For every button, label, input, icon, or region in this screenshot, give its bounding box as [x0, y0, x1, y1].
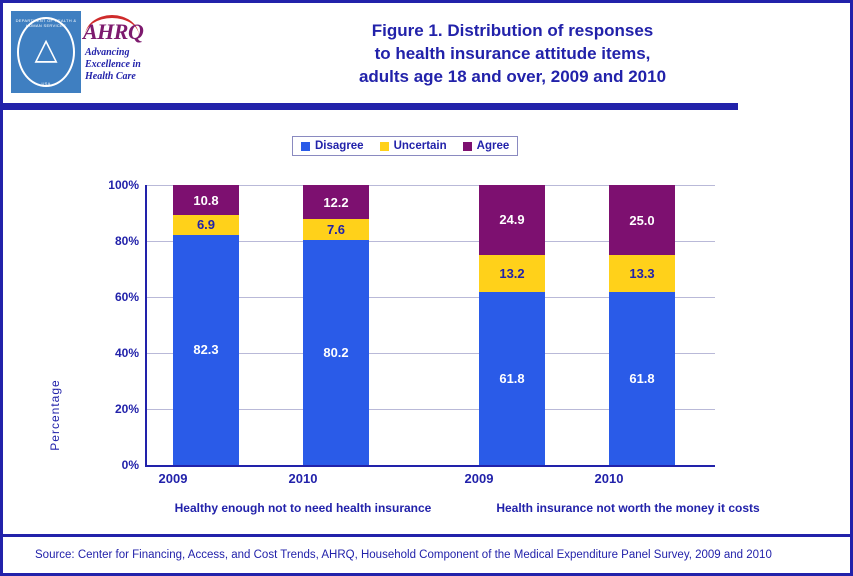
y-tick-label-80: 80% — [114, 234, 139, 248]
group-label-2: Health insurance not worth the money it costs — [496, 501, 760, 515]
legend-label: Disagree — [315, 140, 364, 152]
seal-text-top: DEPARTMENT OF HEALTH & HUMAN SERVICES — [15, 18, 77, 28]
bars-container — [145, 185, 715, 465]
source-note: Source: Center for Financing, Access, and Cost Trends, AHRQ, Household Component of the Medical Expenditure Panel Survey, 2009 and 2010 — [35, 549, 772, 561]
bar-group2-2009[interactable] — [479, 185, 545, 465]
legend-item-agree[interactable] — [463, 140, 510, 152]
bar-segment-uncertain[interactable]: 7.6 — [303, 219, 369, 240]
bar-segment-uncertain[interactable]: 6.9 — [173, 215, 239, 234]
bar-segment-disagree[interactable]: 61.8 — [609, 292, 675, 465]
y-tick-label-0: 0% — [121, 458, 139, 472]
y-tick-label-100: 100% — [108, 178, 139, 192]
ahrq-logo — [81, 11, 176, 93]
bar-segment-uncertain[interactable]: 13.3 — [609, 255, 675, 292]
y-tick-label-40: 40% — [114, 346, 139, 360]
bar-segment-agree[interactable]: 24.9 — [479, 185, 545, 255]
bar-segment-disagree[interactable]: 82.3 — [173, 235, 239, 465]
ahrq-tagline-line1: Advancing — [85, 47, 130, 58]
legend-item-disagree[interactable] — [301, 140, 364, 152]
footer-divider — [3, 534, 850, 537]
x-tick-label: 2010 — [288, 471, 318, 486]
seal-text-bottom: USA — [41, 81, 51, 86]
title-line-3: adults age 18 and over, 2009 and 2010 — [358, 67, 667, 86]
bar-segment-uncertain[interactable]: 13.2 — [479, 255, 545, 292]
legend-swatch-icon — [463, 142, 472, 151]
chart-plot-area — [3, 163, 850, 533]
y-axis-title: Percentage — [48, 379, 62, 451]
legend-item-uncertain[interactable] — [380, 140, 447, 152]
bar-segment-disagree[interactable]: 61.8 — [479, 292, 545, 465]
x-tick-label: 2009 — [158, 471, 188, 486]
hhs-seal-icon — [11, 11, 81, 93]
header-divider — [3, 103, 850, 110]
page-title — [183, 19, 842, 88]
title-line-1: Figure 1. Distribution of responses — [371, 21, 654, 40]
legend-swatch-icon — [380, 142, 389, 151]
title-line-2: to health insurance attitude items, — [374, 44, 651, 63]
figure-header — [3, 3, 850, 108]
group-label-1: Healthy enough not to need health insurance — [174, 501, 432, 515]
header-divider-gap — [738, 103, 850, 110]
bar-group1-2009[interactable] — [173, 185, 239, 465]
ahrq-wordmark: AHRQ — [83, 19, 144, 44]
agency-logo — [11, 11, 176, 93]
ahrq-tagline — [85, 47, 175, 83]
ahrq-tagline-line2: Excellence in — [85, 59, 141, 70]
ahrq-tagline-line3: Health Care — [85, 71, 136, 82]
bar-segment-disagree[interactable]: 80.2 — [303, 240, 369, 465]
x-tick-label: 2010 — [594, 471, 624, 486]
y-tick-label-20: 20% — [114, 402, 139, 416]
x-tick-label: 2009 — [464, 471, 494, 486]
legend-swatch-icon — [301, 142, 310, 151]
chart-legend — [292, 136, 518, 156]
y-tick-label-60: 60% — [114, 290, 139, 304]
bar-group1-2010[interactable] — [303, 185, 369, 465]
legend-label: Uncertain — [393, 140, 447, 152]
bar-segment-agree[interactable]: 25.0 — [609, 185, 675, 255]
legend-label: Agree — [476, 140, 510, 152]
bar-group2-2010[interactable] — [609, 185, 675, 465]
eagle-icon: △ — [34, 33, 58, 66]
x-axis-line — [145, 465, 715, 467]
bar-segment-agree[interactable]: 10.8 — [173, 185, 239, 215]
bar-segment-agree[interactable]: 12.2 — [303, 185, 369, 219]
